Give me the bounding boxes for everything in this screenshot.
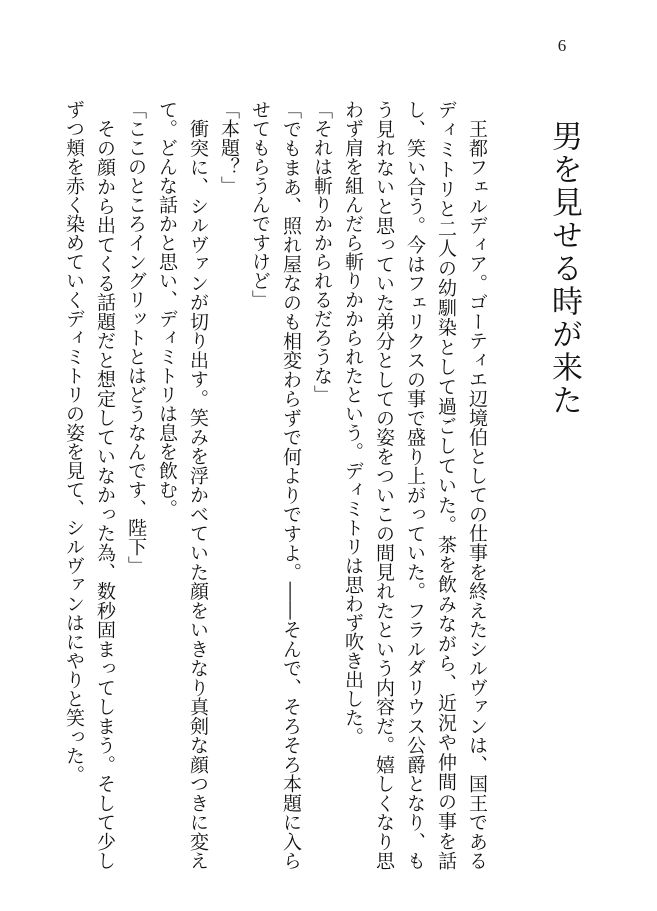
page-number: 6 [557, 36, 567, 55]
paragraph: その顔から出てくる話題だと想定していなかった為、数秒固まってしまう。そして少しずつ頬を赤く染めていくディミトリの姿を見て、シルヴァンはにやりと笑った。 [63, 100, 116, 870]
dialogue-line: 「ここのところイングリットとはどうなんです、陛下」 [125, 100, 147, 575]
paragraph: 王都フェルディア。ゴーティエ辺境伯としての仕事を終えたシルヴァンは、国王であるディミトリと二人の幼馴染として過ごしていた。茶を飲みながら、近況や仲間の事を話し、笑い合う。今はフェリクスの事で盛り上がっていた。フラルダリウス公爵となり、もう見れないと思っていた弟分としての姿をついこの間見れたという内容だ。嬉しくなり思わず肩を組んだら斬りかかられたという。ディミトリは思わず吹き出した。 [342, 100, 488, 870]
dialogue-line: 「でもまあ、照れ屋なのも相変わらずで何よりですよ。――そんで、そろそろ本題に入らせてもらうんですけど」 [249, 100, 302, 870]
dialogue-line: 「それは斬りかかられるだろうな」 [311, 100, 333, 404]
body-text [58, 100, 492, 870]
chapter-title: 男を見せる時が来た [546, 120, 582, 417]
dialogue-line: 「本題？」 [218, 100, 240, 195]
paragraph: 衝突に、シルヴァンが切り出す。笑みを浮かべていた顔をいきなり真剣な顔つきに変えて。どんな話かと思い、ディミトリは息を飲む。 [156, 100, 209, 870]
